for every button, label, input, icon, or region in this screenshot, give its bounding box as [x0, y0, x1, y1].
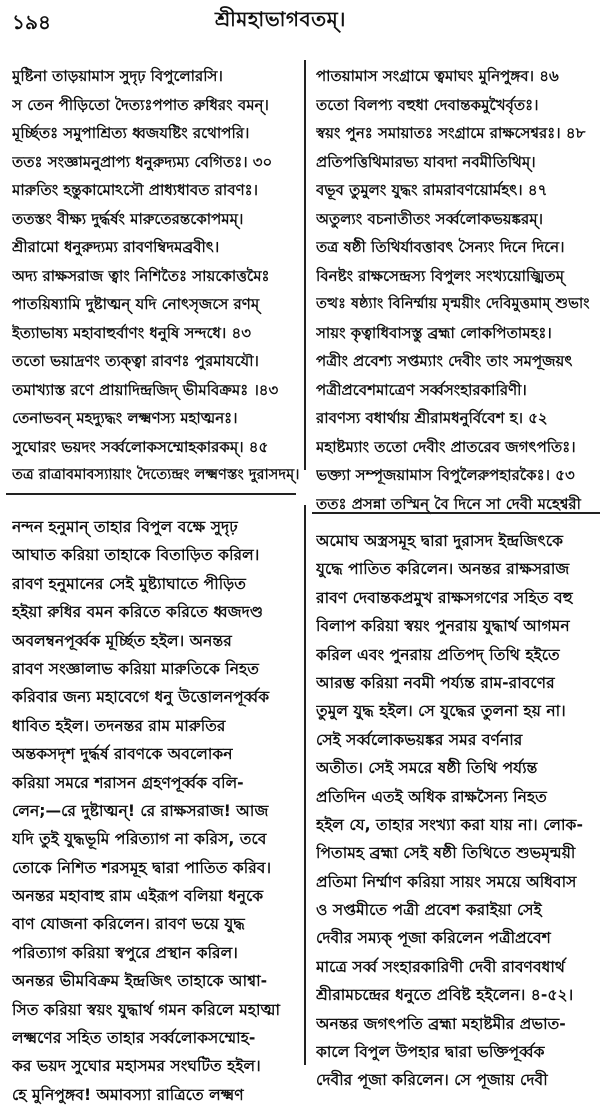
translation-line: প্রতিদিন এতই অধিক রাক্ষসৈন্য নিহত [316, 787, 547, 806]
translation-line: যুদ্ধে পাতিত করিলেন। অনন্তর রাক্ষসরাজ [316, 560, 570, 579]
translation-line: হইল যে, তাহার সংখ্যা করা যায় না। লোক- [316, 815, 583, 834]
translation-line: হে মুনিপুঙ্গব! অমাবস্যা রাত্রিতে লক্ষ্মণ [12, 1085, 244, 1104]
translation-line: অবলম্বনপূর্ব্বক মূর্চ্ছিত হইল। অনন্তর [12, 631, 232, 650]
verse-line: মারুতিং হন্তুকামোঽসৌ প্রাধ্যধাবত রাবণঃ। [12, 181, 259, 199]
verse-line: অদ্য রাক্ষসরাজ ত্বাং নিশিতৈঃ সায়কোত্তমৈঃ [12, 266, 270, 285]
verse-line: পাতয়িষ্যামি দুষ্টাত্মন্‌ যদি নোৎসৃজসে রণম্‌ [12, 295, 260, 313]
translation-line: পিতামহ ব্রহ্মা সেই ষষ্ঠী তিথিতে শুভমৃন্ময়ী [316, 844, 576, 863]
verse-line: মূর্চ্ছিতঃ সমুপাশ্রিত্য ধ্বজযষ্টিং রথোপরি। [12, 124, 250, 142]
verse-line: বভূব তুমুলং যুদ্ধং রামরাবণয়োর্মহৎ। ৪৭ [316, 181, 548, 199]
bengali-translation-left-column [12, 513, 300, 1109]
verse-line: তত্র ষষ্ঠী তিথির্যাবত্তাবৎ সৈন্যং দিনে দিনে। [316, 238, 565, 256]
verse-line: মহাষ্টম্যাং ততো দেবীং প্রাতরেব জগৎপতিঃ। [316, 437, 576, 456]
translation-line: দেবীর পূজা করিলেন। সে পূজায় দেবী [316, 1071, 548, 1090]
translation-line: সেই সর্ব্বলোকভয়ঙ্কর সমর বর্ণনার [316, 730, 523, 749]
translation-line: অনন্তর ভীমবিক্রম ইন্দ্রজিৎ তাহাকে আশ্বা- [12, 972, 268, 991]
section-divider-left [6, 493, 296, 495]
verse-line: মুষ্টিনা তাড়য়ামাস সুদৃঢ় বিপুলোরসি। [12, 67, 223, 85]
translation-line: করিয়া সমরে শরাসন গ্রহণপূর্ব্বক বলি- [12, 773, 244, 792]
verse-line: স্বয়ং পুনঃ সমায়াতঃ সংগ্রামে রাক্ষসেশ্বরঃ। ৪৮ [316, 124, 586, 142]
translation-line: করিবার জন্য মহাবেগে ধনু উত্তোলনপূর্ব্বক [12, 688, 270, 707]
verse-line: ততো ভয়াদ্রণং ত্যক্ত্বা রাবণঃ পুরমাযযৌ। [12, 352, 259, 370]
verse-line: রাবণস্য বধার্থায় শ্রীরামধনুর্বিবেশ হ। ৫২ [316, 409, 548, 427]
sanskrit-verse-left-column [12, 62, 300, 490]
verse-line: ইত্যাভাষ্য মহাবাহুর্বাণং ধনুষি সন্দধে। ৪৩ [12, 323, 252, 342]
verse-line: তত্থঃ ষষ্ঠ্যাং বিনির্ম্মায় মৃন্ময়ীং দেবিমুত্তমাম্‌ শুভাং [316, 295, 590, 312]
page-number: ১৯৪ [12, 10, 51, 34]
translation-line: অমোঘ অস্ত্রসমূহ দ্বারা দুরাসদ ইন্দ্রজিৎকে [316, 532, 564, 550]
verse-line: অতুল্যং বচনাতীতং সর্ব্বলোকভয়ঙ্করম্‌। [316, 209, 543, 228]
translation-line: শ্রীরামচন্দ্রের ধনুতে প্রবিষ্ট হইলেন। ৪-৫২। [316, 986, 574, 1005]
translation-line: আরম্ভ করিয়া নবমী পর্য্যন্ত রাম-রাবণের [316, 673, 555, 692]
translation-line: প্রতিমা নির্ম্মাণ করিয়া সায়ং সময়ে অধিবাস [316, 872, 577, 891]
translation-line: বিলাপ করিয়া স্বয়ং পুনরায় যুদ্ধার্থ আগমন [316, 617, 570, 636]
translation-line: কালে বিপুল উপহার দ্বারা ভক্তিপূর্ব্বক [316, 1043, 545, 1062]
bengali-translation-right-column [316, 527, 596, 1095]
verse-line: প্রতিপত্তিথিমারভ্য যাবদা নবমীতিথিম্‌। [316, 152, 536, 171]
section-divider-right [312, 512, 600, 514]
translation-line: লক্ষ্মণের সহিত তাহার সর্ব্বলোকসম্মোহ- [12, 1029, 256, 1048]
translation-line: নন্দন হনুমান্‌ তাহার বিপুল বক্ষে সুদৃঢ় [12, 518, 238, 536]
translation-line: রাবণ হনুমানের সেই মুষ্ট্যাঘাতে পীড়িত [12, 574, 247, 593]
translation-line: ও সপ্তমীতে পত্রী প্রবেশ করাইয়া সেই [316, 901, 542, 920]
translation-line: অনন্তর মহাবাহু রাম এইরূপ বলিয়া ধনুকে [12, 887, 264, 906]
translation-line: পরিত্যাগ করিয়া স্বপুরে প্রস্থান করিল। [12, 943, 238, 962]
column-divider-bottom [304, 505, 306, 1065]
verse-line: তমাখ্যাস্ত রণে প্রায়াদিন্দ্রজিদ্‌ ভীমবিক্রমঃ ।৪৩ [12, 380, 279, 399]
translation-line: অতীত। সেই সমরে ষষ্ঠী তিথি পর্য্যন্ত [316, 759, 538, 778]
verse-line: শ্রীরামো ধনুরুদ্যম্য রাবণম্বিদমব্রবীৎ। [12, 238, 220, 256]
translation-line: তুমুল যুদ্ধ হইল। সে যুদ্ধের তুলনা হয় না। [316, 702, 566, 721]
verse-line: ততো বিলপ্য বহুধা দেবান্তকমুখৈর্বৃতঃ। [316, 95, 539, 114]
verse-line: সুঘোরং ভয়দং সর্ব্বলোকসম্মোহকারকম্‌। ৪৫ [12, 437, 269, 456]
verse-line: তত্র রাত্রাবমাবস্যায়াং দৈত্যেন্দ্রং লক্ষ্মণস্তং দুরাসদম্‌। [12, 466, 300, 483]
column-divider-top [304, 60, 306, 470]
page-header [0, 0, 600, 40]
translation-line: অনন্তর জগৎপতি ব্রহ্মা মহাষ্টমীর প্রভাত- [316, 1014, 566, 1033]
translation-line: লেন;—রে দুষ্টাত্মন্‌! রে রাক্ষসরাজ! আজ [12, 801, 269, 820]
running-title: শ্রীমহাভাগবতম্‌। [215, 7, 346, 31]
translation-line: মাত্রে সর্ব্ব সংহারকারিণী দেবী রাবণবধার্থ [316, 957, 566, 976]
translation-line: সিত করিয়া স্বয়ং যুদ্ধার্থ গমন করিলে মহাত্মা [12, 1000, 281, 1019]
translation-line: অন্তকসদৃশ দুর্দ্ধর্ষ রাবণকে অবলোকন [12, 745, 233, 764]
translation-line: যদি তুই যুদ্ধভূমি পরিত্যাগ না করিস, তবে [12, 830, 267, 849]
translation-line: ধাবিত হইল। তদনন্তর রাম মারুতির [12, 716, 226, 735]
verse-line: বিনষ্টং রাক্ষসেন্দ্রস্য বিপুলং সংখ্যয়োজ্ঝিতম্‌ [316, 266, 564, 285]
translation-line: করিল এবং পুনরায় প্রতিপদ্‌ তিথি হইতে [316, 645, 560, 664]
verse-line: ততঃ প্রসন্না তস্মিন্‌ বৈ দিনে সা দেবী মহেশ্বরী [316, 494, 581, 513]
translation-line: হইয়া রুধির বমন করিতে করিতে ধ্বজদণ্ড [12, 603, 264, 622]
verse-line: ততস্তং বীক্ষ্য দুর্দ্ধর্ষং মারুতেরন্তকোপমম্‌। [12, 209, 244, 228]
verse-line: তেনাভবন্‌ মহদ্যুদ্ধং লক্ষ্মণস্য মহাত্মনঃ। [12, 409, 238, 427]
translation-line: তোকে নিশিত শরসমূহ দ্বারা পাতিত করিব। [12, 858, 272, 877]
verse-line: স তেন পীড়িতো দৈত্যঃপপাত রুধিরং বমন্‌। [12, 95, 269, 114]
verse-line: পত্রীপ্রবেশমাত্রেণ সর্ব্বসংহারকারিণী। [316, 380, 527, 399]
verse-line: ততঃ সংজ্ঞামনুপ্রাপ্য ধনুরুদ্যম্য বেগিতঃ। ৩০ [12, 152, 273, 171]
verse-line: পত্রীং প্রবেশ্য সপ্তম্যাং দেবীং তাং সমপূজয়ৎ [316, 352, 573, 370]
verse-line: পাতয়ামাস সংগ্রামে ত্বমাঘং মুনিপুঙ্গব। ৪৬ [316, 67, 559, 85]
verse-line: ভক্ত্যা সম্পূজয়ামাস বিপুলৈরুপহারকৈঃ। ৫৩ [316, 466, 575, 484]
translation-line: কর ভয়দ সুঘোর মহাসমর সংঘটিত হইল। [12, 1057, 261, 1076]
translation-line: রাবণ সংজ্ঞালাভ করিয়া মারুতিকে নিহত [12, 659, 259, 678]
translation-line: দেবীর সম্যক্‌ পূজা করিলেন পত্রীপ্রবেশ [316, 929, 551, 948]
verse-line: সায়ং কৃত্বাধিবাসস্তু ব্রহ্মা লোকপিতামহঃ। [316, 323, 552, 342]
translation-line: রাবণ দেবান্তকপ্রমুখ রাক্ষসগণের সহিত বহু [316, 588, 573, 607]
translation-line: আঘাত করিয়া তাহাকে বিতাড়িত করিল। [12, 546, 260, 565]
sanskrit-verse-right-column [316, 62, 596, 518]
translation-line: বাণ যোজনা করিলেন। রাবণ ভয়ে যুদ্ধ [12, 915, 245, 934]
